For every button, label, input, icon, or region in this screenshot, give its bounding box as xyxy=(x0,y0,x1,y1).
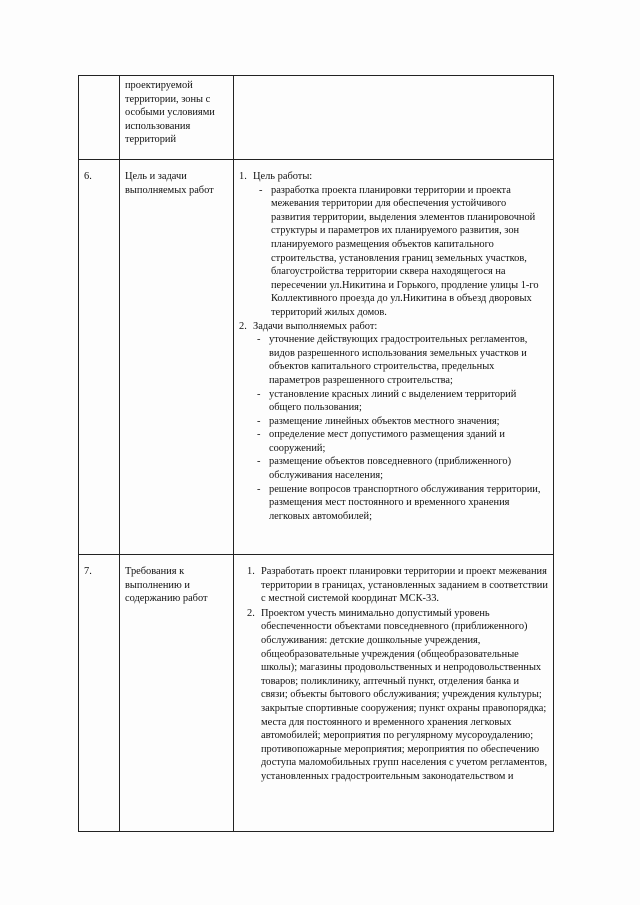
list-marker: 1. xyxy=(247,566,255,577)
dash-marker: - xyxy=(257,483,261,495)
requirement-text: Разработать проект планировки территории и проект межевания территории в границах, установленных заданием в соответствии с местной системой координат МСК-33. xyxy=(261,566,548,605)
dash-marker: - xyxy=(257,456,261,468)
list-marker: 2. xyxy=(247,607,255,619)
task-item-text: размещение объектов повседневного (приближенного) обслуживания населения; xyxy=(269,456,512,482)
goal-title: Цель работы: xyxy=(253,171,313,182)
task-item-text: решение вопросов транспортного обслуживания территории, размещения мест постоянного и временного хранения легковых автомобилей; xyxy=(269,483,541,522)
dash-marker: - xyxy=(257,334,261,346)
list-item xyxy=(259,184,548,320)
list-item xyxy=(257,428,548,455)
goal-items xyxy=(253,184,548,320)
row-number: 6. xyxy=(79,160,120,555)
task-item-text: уточнение действующих градостроительных регламентов, видов разрешенного использования земельных участков и объектов капитального строительства, предельных параметров разрешенного строительства; xyxy=(269,334,528,386)
dash-marker: - xyxy=(257,388,261,400)
task-item-text: размещение линейных объектов местного значения; xyxy=(269,415,500,427)
table-row xyxy=(79,160,554,555)
row-label: проектируемой территории, зоны с особыми условиями использования территорий xyxy=(120,76,234,160)
list-item xyxy=(257,483,548,524)
row-content xyxy=(234,555,554,832)
goal-item-text: разработка проекта планировки территории и проекта межевания территории для обеспечения устойчивого развития территории, выделения элементов планировочной структуры и параметров их планируемого развития, зон планируемого размещения объектов капитального строительства, установления границ земельных участков, благоустройства территории сквера находящегося на пересечении ул.Никитина и Горького, продление улицы 1-го Коллективного проезда до ул.Никитина в объезд дворовых территорий жилых домов. xyxy=(271,184,539,318)
list-item xyxy=(257,455,548,482)
tasks-items xyxy=(253,333,548,523)
list-marker: 2. xyxy=(239,320,247,332)
table-row xyxy=(79,76,554,160)
dash-marker: - xyxy=(259,184,263,196)
goals-list xyxy=(239,170,548,523)
list-marker: 1. xyxy=(239,171,247,182)
task-item-text: установление красных линий с выделением территорий общего пользования; xyxy=(269,388,517,414)
requirements-list xyxy=(239,565,548,784)
table-row xyxy=(79,555,554,832)
row-label: Цель и задачи выполняемых работ xyxy=(120,160,234,555)
list-item xyxy=(247,607,548,784)
tasks-title: Задачи выполняемых работ: xyxy=(253,320,378,332)
row-content xyxy=(234,76,554,160)
list-item xyxy=(257,388,548,415)
list-item xyxy=(239,320,548,524)
list-item xyxy=(247,565,548,606)
row-number: 7. xyxy=(79,555,120,832)
task-item-text: определение мест допустимого размещения зданий и сооружений; xyxy=(269,429,505,454)
row-label: Требования к выполнению и содержанию работ xyxy=(120,555,234,832)
row-content xyxy=(234,160,554,555)
requirement-text: Проектом учесть минимально допустимый уровень обеспеченности объектами повседневного (приближенного) обслуживания: детские дошкольные учреждения, общеобразовательные учреждения (общеобразовательные школы); магазины продовольственных и непродовольственных товаров; поликлинику, аптечный пункт, отделения банка и связи; объекты бытового обслуживания; учреждения культуры; закрытые спортивные сооружения; пункт охраны правопорядка; места для постоянного и временного хранения легковых автомобилей; мероприятия по регулярному мусороудалению; противопожарные мероприятия; мероприятия по обеспечению доступа маломобильных групп населения с учетом регламентов, установленных градостроительным законодательством и xyxy=(261,607,548,782)
list-item xyxy=(257,415,548,429)
specification-table xyxy=(78,75,554,832)
row-number xyxy=(79,76,120,160)
dash-marker: - xyxy=(257,415,261,427)
list-item xyxy=(257,333,548,387)
dash-marker: - xyxy=(257,429,261,441)
list-item xyxy=(239,170,548,320)
